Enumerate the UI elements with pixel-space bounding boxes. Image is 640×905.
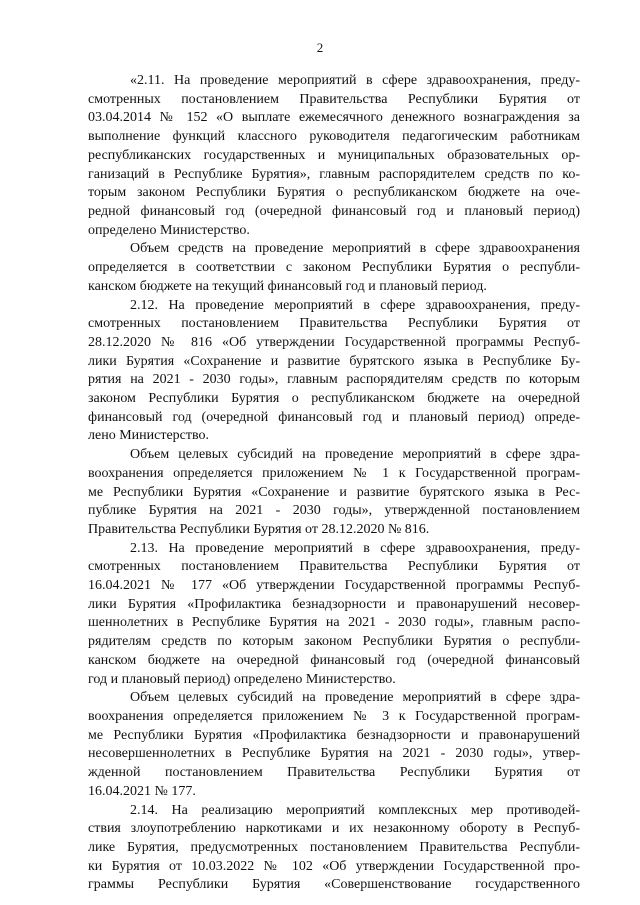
text-line: воохранения определяется приложением № 3 к Государственной програм- [88,709,580,724]
text-line: «2.11. На проведение мероприятий в сфере здравоохранения, преду- [130,73,580,88]
text-line: смотренных постановлением Правительства Республики Бурятия от [88,559,580,575]
text-line: канском бюджете на очередной финансовый год (очередной финансовый [88,652,580,668]
text-line: лики Бурятия «Профилактика безнадзорности и правонарушений несовер- [88,596,580,612]
text-line: редной финансовый год (очередной финансовый год и плановый период) [88,203,580,219]
text-line: воохранения определяется приложением № 1 к Государственной програм- [88,465,580,481]
text-line: 16.04.2021 № 177 «Об утверждении Государственной программы Респуб- [88,578,580,593]
text-line: торым законом Республики Бурятия о республиканском бюджете на оче- [88,185,580,201]
text-line: смотренных постановлением Правительства Республики Бурятия от [88,316,580,332]
text-line: лики Бурятия «Сохранение и развитие бурятского языка в Республике Бу- [88,353,580,369]
page-number: 2 [316,40,324,55]
text-line: граммы Республики Бурятия «Совершенствование государственного [88,877,580,893]
text-line: Объем целевых субсидий на проведение мероприятий в сфере здра- [130,690,580,706]
text-line: ме Республики Бурятия «Сохранение и развитие бурятского языка в Рес- [88,484,580,500]
text-line: канском бюджете на текущий финансовый год и плановый период. [88,278,487,294]
text-line: определено Министерство. [88,222,250,238]
text-line: 2.13. На проведение мероприятий в сфере здравоохранения, преду- [130,540,580,556]
text-line: выполнение функций классного руководителя педагогическим работникам [88,129,580,145]
text-line: рятия на 2021 - 2030 годы», главным распорядителям средств по которым [88,372,580,388]
text-line: ствия злоупотреблению наркотиками и их незаконному обороту в Респуб- [88,821,580,837]
text-line: жденной постановлением Правительства Республики Бурятия от [88,765,580,781]
text-line: ганизаций в Республике Бурятия», главным распорядителем средств по ко- [88,166,580,182]
text-line: несовершеннолетних в Республике Бурятия на 2021 - 2030 годы», утвер- [88,746,580,762]
text-line: публике Бурятия на 2021 - 2030 годы», утвержденной постановлением [88,503,580,519]
text-line: смотренных постановлением Правительства Республики Бурятия от [88,91,580,107]
text-line: Объем целевых субсидий на проведение мероприятий в сфере здра- [130,447,580,463]
text-line: рядителям средств по которым законом Республики Бурятия о республи- [88,634,580,650]
text-line: год и плановый период) определено Министерство. [88,671,396,687]
text-line: законом Республики Бурятия о республиканском бюджете на очередной [88,391,580,406]
text-line: ме Республики Бурятия «Профилактика безнадзорности и правонарушений [88,727,580,743]
text-line: 16.04.2021 № 177. [88,783,196,799]
text-line: ки Бурятия от 10.03.2022 № 102 «Об утверждении Государственной про- [88,858,580,874]
text-line: шеннолетних в Республике Бурятия на 2021 - 2030 годы», главным распо- [88,615,580,631]
text-line: Правительства Республики Бурятия от 28.12.2020 № 816. [88,521,430,537]
text-line: финансовый год (очередной финансовый год и плановый период) опреде- [88,409,580,425]
text-line: 28.12.2020 № 816 «Об утверждении Государственной программы Респуб- [88,334,580,350]
text-line: 2.14. На реализацию мероприятий комплексных мер противодей- [130,802,580,818]
text-line: 03.04.2014 № 152 «О выплате ежемесячного денежного вознаграждения за [88,110,580,126]
text-line: лике Бурятия, предусмотренных постановлением Правительства Республи- [88,839,580,855]
text-line: определяется в соответствии с законом Республики Бурятия о республи- [88,260,580,275]
text-line: республиканских государственных и муниципальных образовательных ор- [88,147,580,163]
text-line: лено Министерство. [88,428,210,444]
text-line: 2.12. На проведение мероприятий в сфере здравоохранения, преду- [130,297,580,313]
text-line: Объем средств на проведение мероприятий в сфере здравоохранения [130,241,580,257]
